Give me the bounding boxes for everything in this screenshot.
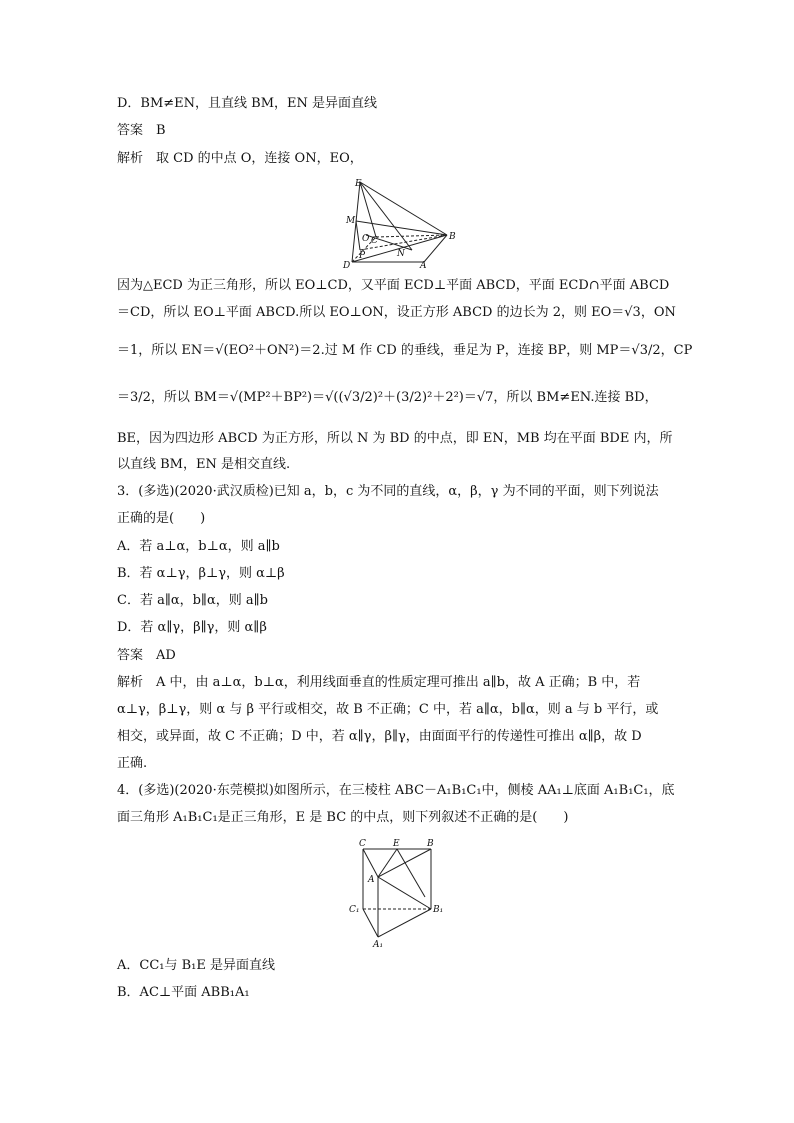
fig-label-P: P xyxy=(359,251,366,261)
fig-label-E: E xyxy=(393,839,400,849)
fig-label-B: B xyxy=(449,232,456,242)
q3-stem-line-2: 正确的是( ) xyxy=(117,511,206,526)
q3-answer: 答案 AD xyxy=(117,648,176,663)
fig-label-A: A xyxy=(420,261,427,269)
fig-label-M: M xyxy=(346,216,356,226)
fig-label-N: N xyxy=(397,249,405,259)
q2-option-d: D．BM≠EN，且直线 BM，EN 是异面直线 xyxy=(117,96,378,111)
q4-option-a: A．CC₁与 B₁E 是异面直线 xyxy=(117,958,276,973)
q3-option-c: C．若 a∥α，b∥α，则 a∥b xyxy=(117,593,268,608)
q3-analysis-line-4: 正确. xyxy=(117,756,148,771)
q4-stem-line-2: 面三角形 A₁B₁C₁是正三角形，E 是 BC 的中点，则下列叙述不正确的是( ) xyxy=(117,810,569,825)
q3-analysis-line-1: 解析 A 中，由 a⊥α，b⊥α，利用线面垂直的性质定理可推出 a∥b，故 A 正确；B 中，若 xyxy=(117,675,641,690)
fig-label-D: D xyxy=(343,261,351,269)
q3-option-d: D．若 α∥γ，β∥γ，则 α∥β xyxy=(117,620,267,635)
q2-analysis-line-2: ＝CD，所以 EO⊥平面 ABCD.所以 EO⊥ON，设正方形 ABCD 的边长为 2，则 EO＝√3，ON xyxy=(117,305,676,320)
q3-analysis-line-3: 相交，或异面，故 C 不正确；D 中，若 α∥γ，β∥γ，由面面平行的传递性可推出 α∥β，故 D xyxy=(117,729,642,744)
prism-figure xyxy=(345,837,455,949)
q2-analysis-line-4: ＝3/2，所以 BM＝√(MP²＋BP²)＝√((√3/2)²＋(3/2)²＋2²)＝√7，所以 BM≠EN.连接 BD， xyxy=(117,390,658,405)
q3-option-a: A．若 a⊥α，b⊥α，则 a∥b xyxy=(117,539,280,554)
fig-label-C: C xyxy=(359,839,366,849)
q2-analysis-line-5: BE，因为四边形 ABCD 为正方形，所以 N 为 BD 的中点，即 EN，MB 均在平面 BDE 内，所 xyxy=(117,431,673,446)
q3-analysis-line-2: α⊥γ，β⊥γ，则 α 与 β 平行或相交，故 B 不正确；C 中，若 a∥α，b∥α，则 a 与 b 平行，或 xyxy=(117,702,659,717)
fig-label-A1: A₁ xyxy=(373,940,384,949)
q2-answer: 答案 B xyxy=(117,123,166,138)
q2-analysis-intro: 解析 取 CD 的中点 O，连接 ON，EO， xyxy=(117,151,363,166)
fig-label-C1: C₁ xyxy=(349,905,360,915)
fig-label-O: O xyxy=(362,234,370,244)
q3-stem-line-1: 3．(多选)(2020·武汉质检)已知 a，b，c 为不同的直线，α，β，γ 为不同的平面，则下列说法 xyxy=(117,484,659,499)
pyramid-figure xyxy=(335,177,465,269)
q2-analysis-line-6: 以直线 BM，EN 是相交直线. xyxy=(117,457,291,472)
fig-label-B: B xyxy=(427,839,434,849)
q2-analysis-line-3: ＝1，所以 EN＝√(EO²＋ON²)＝2.过 M 作 CD 的垂线，垂足为 P，连接 BP，则 MP＝√3/2，CP xyxy=(117,343,693,358)
q3-option-b: B．若 α⊥γ，β⊥γ，则 α⊥β xyxy=(117,566,285,581)
fig-label-B1: B₁ xyxy=(433,905,444,915)
q2-analysis-line-1: 因为△ECD 为正三角形，所以 EO⊥CD，又平面 ECD⊥平面 ABCD，平面 ECD∩平面 ABCD xyxy=(117,278,670,293)
fig-label-A: A xyxy=(368,875,375,885)
fig-label-C: C xyxy=(371,236,378,246)
q4-stem-line-1: 4．(多选)(2020·东莞模拟)如图所示，在三棱柱 ABC－A₁B₁C₁中，侧棱 AA₁⊥底面 A₁B₁C₁，底 xyxy=(117,783,675,798)
fig-label-E: E xyxy=(355,179,362,189)
q4-option-b: B．AC⊥平面 ABB₁A₁ xyxy=(117,985,250,1000)
